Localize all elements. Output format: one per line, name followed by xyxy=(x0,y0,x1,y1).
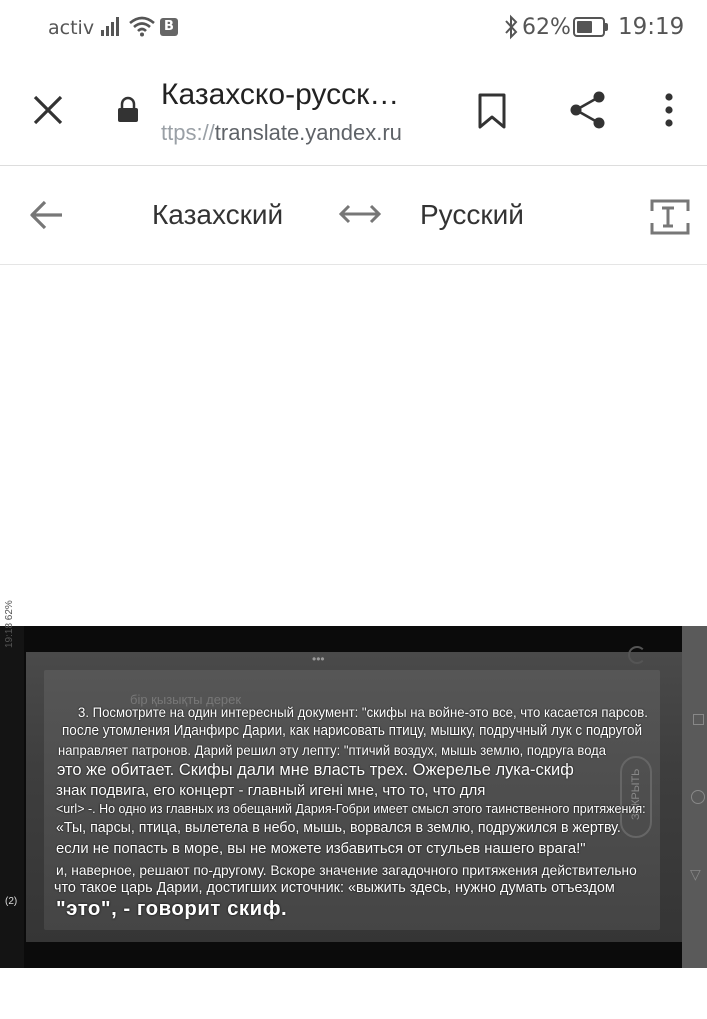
content-area xyxy=(0,266,707,626)
translated-line: и, наверное, решают по-другому. Вскоре значение загадочного притяжения действительно xyxy=(56,862,637,878)
vk-notification-icon: В xyxy=(160,18,178,36)
url-scheme: ttps:// xyxy=(161,120,215,145)
battery-tip xyxy=(605,23,608,31)
battery-percent: 62% xyxy=(522,15,571,40)
more-vert-icon[interactable] xyxy=(664,92,674,128)
translated-line: "это", - говорит скиф. xyxy=(56,898,288,920)
ghost-pct: 62% xyxy=(4,600,15,621)
translated-line: <url> -. Но одно из главных из обещаний Дария-Гобри имеет смысл этого таинственного притяжения: xyxy=(56,802,646,816)
drag-handle-icon: ••• xyxy=(312,652,325,666)
ghost-close-label: ЗАКРЫТЬ xyxy=(630,768,642,820)
translation-overlay xyxy=(0,626,707,968)
status-bar xyxy=(0,0,707,56)
camera-view[interactable] xyxy=(0,600,707,968)
share-icon[interactable] xyxy=(568,90,608,130)
back-arrow-icon[interactable] xyxy=(28,199,64,231)
translated-line: «Ты, парсы, птица, вылетела в небо, мышь, ворвался в землю, подружился в жертву. xyxy=(56,820,621,836)
target-language-button[interactable]: Русский xyxy=(420,199,524,230)
battery-level xyxy=(577,21,592,33)
signal-icon xyxy=(100,15,124,37)
url-display[interactable] xyxy=(161,120,402,146)
translated-line: 3. Посмотрите на один интересный документ: "скифы на войне-это все, что касается парсов. xyxy=(78,704,648,720)
ghost-counter: (2) xyxy=(5,896,18,907)
ghost-source-text: бір қызықты дерек xyxy=(130,692,242,707)
bluetooth-icon xyxy=(503,14,519,40)
translated-line: если не попасть в море, вы не можете избавиться от стульев нашего врага!" xyxy=(56,840,586,857)
translated-line: знак подвига, его концерт - главный игені мне, что то, что для xyxy=(56,782,486,799)
bookmark-icon[interactable] xyxy=(476,92,508,130)
language-bar xyxy=(0,167,707,265)
wifi-icon xyxy=(128,15,156,37)
text-mode-icon[interactable] xyxy=(650,199,690,235)
translated-line: направляет патронов. Дарий решил эту лепту: "птичий воздух, мышь землю, подруга вода xyxy=(58,742,606,758)
url-host: translate.yandex.ru xyxy=(214,120,402,145)
browser-toolbar xyxy=(0,56,707,166)
swap-icon[interactable] xyxy=(338,203,382,225)
ghost-time: 19:18 xyxy=(4,622,15,648)
nav-back-icon: ▽ xyxy=(690,866,701,882)
lock-icon[interactable] xyxy=(117,97,139,123)
source-language-button[interactable]: Казахский xyxy=(152,199,284,230)
battery-icon xyxy=(573,17,605,37)
bottom-area xyxy=(0,968,707,1019)
carrier-label: activ xyxy=(48,17,95,39)
translated-line: что такое царь Дарии, достигших источник: «выжить здесь, нужно думать отъездом xyxy=(54,879,615,896)
translated-line: после утомления Иданфирс Дарии, как нарисовать птицу, мышку, подручный лук с подругой xyxy=(62,722,643,739)
close-icon[interactable] xyxy=(30,92,66,128)
translated-line: это же обитает. Скифы дали мне власть трех. Ожерелье лука-скиф xyxy=(57,760,574,779)
clock: 19:19 xyxy=(618,14,685,40)
page-title[interactable]: Казахско-русск… xyxy=(161,78,400,111)
